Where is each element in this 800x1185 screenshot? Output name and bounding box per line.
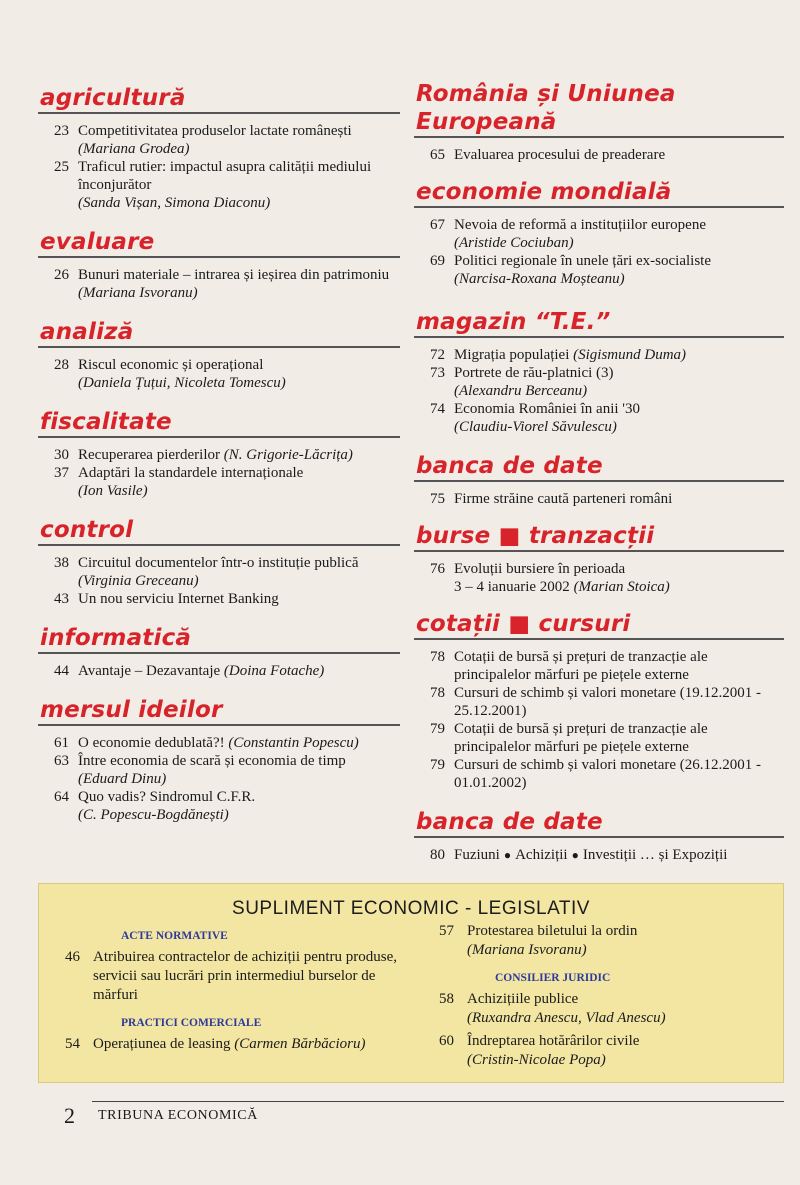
entry-text xyxy=(78,356,400,392)
supplement-subheading: ACTE NORMATIVE xyxy=(121,930,228,942)
entry-title: Cotații de bursă și prețuri de tranzacție ale principalelor mărfuri pe piețele externe xyxy=(454,721,708,755)
page-ref: 79 xyxy=(430,757,445,773)
section-heading: banca de date xyxy=(414,808,784,838)
entry-author: (Mariana Grodea) xyxy=(78,141,190,157)
section-entries xyxy=(38,114,400,222)
page-ref: 64 xyxy=(54,789,69,805)
toc-entry[interactable] xyxy=(430,252,784,288)
entry-title: Cursuri de schimb și valori monetare (19.12.2001 - 25.12.2001) xyxy=(454,685,762,719)
toc-entry[interactable] xyxy=(430,720,784,756)
toc-entry[interactable] xyxy=(439,1032,769,1070)
entry-text xyxy=(454,364,784,400)
page-ref: 65 xyxy=(430,147,445,163)
entry-text xyxy=(78,752,400,788)
entry-text xyxy=(78,554,400,590)
toc-entry[interactable] xyxy=(439,922,769,960)
toc-entry[interactable] xyxy=(65,948,415,1005)
bullet-separator: ● xyxy=(571,848,579,862)
page-ref: 76 xyxy=(430,561,445,577)
toc-section xyxy=(38,318,400,402)
supplement-group xyxy=(439,922,769,960)
entry-text xyxy=(78,446,400,464)
entry-author: (Sanda Vișan, Simona Diaconu) xyxy=(78,195,271,211)
section-heading: informatică xyxy=(38,624,400,654)
entry-text xyxy=(454,846,784,864)
entry-title: Portrete de rău-platnici (3) xyxy=(454,365,614,381)
toc-entry[interactable] xyxy=(430,400,784,436)
toc-section xyxy=(38,84,400,222)
section-entries xyxy=(38,438,400,510)
entry-title: Firme străine caută parteneri români xyxy=(454,491,673,507)
toc-section xyxy=(414,808,784,874)
entry-author: (Mariana Isvoranu) xyxy=(467,942,587,958)
section-entries xyxy=(38,546,400,618)
entry-text xyxy=(454,720,784,756)
entry-text xyxy=(93,948,415,1005)
section-entries xyxy=(414,208,784,298)
toc-section xyxy=(414,452,784,518)
section-heading: România și Uniunea Europeană xyxy=(414,80,784,138)
page-ref: 37 xyxy=(54,465,69,481)
toc-entry[interactable] xyxy=(54,122,400,158)
page-ref: 44 xyxy=(54,663,69,679)
entry-text xyxy=(78,734,400,752)
entry-title: Quo vadis? Sindromul C.F.R. xyxy=(78,789,256,805)
supplement-right-column xyxy=(439,922,769,1070)
entry-text xyxy=(467,922,769,960)
entry-author: (Aristide Cociuban) xyxy=(454,235,574,251)
entry-author: (C. Popescu-Bogdănești) xyxy=(78,807,229,823)
page-ref: 46 xyxy=(65,949,80,965)
entry-text xyxy=(454,346,784,364)
entry-title: Avantaje – Dezavantaje xyxy=(78,663,221,679)
entry-title: Nevoia de reformă a instituțiilor europene xyxy=(454,217,706,233)
entry-title: Evaluarea procesului de preaderare xyxy=(454,147,666,163)
section-heading: analiză xyxy=(38,318,400,348)
page-ref: 63 xyxy=(54,753,69,769)
page-ref: 78 xyxy=(430,649,445,665)
supplement-left-column xyxy=(65,930,415,1054)
entry-title: Riscul economic și operațional xyxy=(78,357,264,373)
page-ref: 38 xyxy=(54,555,69,571)
page-footer xyxy=(60,1101,784,1128)
toc-entry[interactable] xyxy=(430,216,784,252)
section-heading: agricultură xyxy=(38,84,400,114)
page-ref: 54 xyxy=(65,1036,80,1052)
entry-title: Îndreptarea hotărârilor civile xyxy=(467,1033,640,1049)
supplement-group xyxy=(65,930,415,1005)
entry-author: (Marian Stoica) xyxy=(573,579,670,595)
entry-text xyxy=(78,158,400,212)
entry-title: Economia României în anii '30 xyxy=(454,401,640,417)
entry-title: Cursuri de schimb și valori monetare (26.12.2001 - 01.01.2002) xyxy=(454,757,762,791)
toc-entry[interactable] xyxy=(54,734,400,752)
toc-entry[interactable] xyxy=(430,560,784,596)
section-heading: banca de date xyxy=(414,452,784,482)
page-number: 2 xyxy=(64,1103,75,1128)
entry-text xyxy=(454,146,784,164)
toc-entry[interactable] xyxy=(54,590,400,608)
page-ref: 60 xyxy=(439,1033,454,1049)
entry-title: Protestarea biletului la ordin xyxy=(467,923,638,939)
page-ref: 67 xyxy=(430,217,445,233)
page-ref: 25 xyxy=(54,159,69,175)
section-entries xyxy=(414,482,784,518)
entry-text xyxy=(467,1032,769,1070)
entry-title: Bunuri materiale – intrarea și ieșirea din patrimoniu xyxy=(78,267,390,283)
entry-author: (Carmen Bărbăcioru) xyxy=(234,1036,366,1052)
toc-entry[interactable] xyxy=(54,662,400,680)
entry-title: Achizițiile publice xyxy=(467,991,579,1007)
section-entries xyxy=(414,138,784,174)
entry-author: (Virginia Greceanu) xyxy=(78,573,199,589)
entry-title: Evoluții bursiere în perioada xyxy=(454,561,626,577)
toc-section xyxy=(414,178,784,298)
entry-text xyxy=(454,216,784,252)
toc-entry[interactable] xyxy=(54,752,400,788)
entry-text xyxy=(467,990,769,1028)
entry-title: Traficul rutier: impactul asupra calității mediului înconjurător xyxy=(78,159,372,193)
entry-title: O economie dedublată?! xyxy=(78,735,225,751)
entry-title-line2: 3 – 4 ianuarie 2002 xyxy=(454,579,570,595)
toc-entry[interactable] xyxy=(54,446,400,464)
entry-title: Adaptări la standardele internaționale xyxy=(78,465,304,481)
toc-entry[interactable] xyxy=(430,756,784,792)
toc-entry[interactable] xyxy=(430,846,784,864)
entry-title: Politici regionale în unele țări ex-socialiste xyxy=(454,253,711,269)
toc-section xyxy=(38,624,400,690)
entry-title: Recuperarea pierderilor xyxy=(78,447,220,463)
page-ref: 73 xyxy=(430,365,445,381)
supplement-subheading: CONSILIER JURIDIC xyxy=(495,972,611,984)
toc-section xyxy=(38,696,400,834)
entry-text xyxy=(78,788,400,824)
entry-author: (Eduard Dinu) xyxy=(78,771,167,787)
page-ref: 75 xyxy=(430,491,445,507)
entry-author: (Ruxandra Anescu, Vlad Anescu) xyxy=(467,1010,666,1026)
toc-section xyxy=(38,228,400,312)
entry-text xyxy=(454,490,784,508)
toc-entry[interactable] xyxy=(54,356,400,392)
entry-author: (Ion Vasile) xyxy=(78,483,148,499)
toc-section xyxy=(38,516,400,618)
entry-author: (Claudiu-Viorel Săvulescu) xyxy=(454,419,617,435)
section-entries xyxy=(414,838,784,874)
entry-text xyxy=(78,122,400,158)
entry-author: (N. Grigorie-Lăcrița) xyxy=(223,447,353,463)
section-entries xyxy=(414,552,784,606)
entry-item: Achiziții xyxy=(515,847,568,863)
section-entries xyxy=(38,654,400,690)
toc-entry[interactable] xyxy=(430,684,784,720)
toc-section xyxy=(414,522,784,606)
toc-entry[interactable] xyxy=(54,266,400,302)
toc-entry[interactable] xyxy=(439,990,769,1028)
supplement-title: SUPLIMENT ECONOMIC - LEGISLATIV xyxy=(232,898,590,919)
entry-text xyxy=(454,756,784,792)
entry-item: Fuziuni xyxy=(454,847,500,863)
supplement-box xyxy=(38,883,784,1083)
page-ref: 43 xyxy=(54,591,69,607)
page-ref: 72 xyxy=(430,347,445,363)
section-entries xyxy=(414,640,784,802)
toc-entry[interactable] xyxy=(65,1035,415,1054)
left-column xyxy=(38,84,400,834)
entry-title: Între economia de scară și economia de timp xyxy=(78,753,346,769)
entry-text xyxy=(78,266,400,302)
page-ref: 74 xyxy=(430,401,445,417)
entry-author: (Mariana Isvoranu) xyxy=(78,285,198,301)
entry-text xyxy=(78,590,400,608)
entry-text xyxy=(454,560,784,596)
page-ref: 58 xyxy=(439,991,454,1007)
section-heading: burse ■ tranzacții xyxy=(414,522,784,552)
toc-section xyxy=(414,308,784,446)
section-heading: economie mondială xyxy=(414,178,784,208)
entry-text xyxy=(454,684,784,720)
page-ref: 57 xyxy=(439,923,454,939)
toc-entry[interactable] xyxy=(430,490,784,508)
footer-rule xyxy=(92,1101,784,1102)
page-ref: 23 xyxy=(54,123,69,139)
toc-entry[interactable] xyxy=(54,554,400,590)
section-heading: evaluare xyxy=(38,228,400,258)
section-entries xyxy=(38,726,400,834)
entry-text xyxy=(454,252,784,288)
toc-entry[interactable] xyxy=(430,146,784,164)
toc-entry[interactable] xyxy=(54,788,400,824)
section-heading: cotații ■ cursuri xyxy=(414,610,784,640)
toc-section xyxy=(414,610,784,802)
entry-title: Competitivitatea produselor lactate românești xyxy=(78,123,352,139)
toc-section xyxy=(414,80,784,174)
right-column xyxy=(414,80,784,874)
toc-entry[interactable] xyxy=(430,364,784,400)
entry-text xyxy=(78,464,400,500)
page-ref: 28 xyxy=(54,357,69,373)
page-ref: 80 xyxy=(430,847,445,863)
section-heading: mersul ideilor xyxy=(38,696,400,726)
entry-title: Circuitul documentelor într-o instituție publică xyxy=(78,555,359,571)
entry-author: (Sigismund Duma) xyxy=(573,347,687,363)
magazine-name: TRIBUNA ECONOMICĂ xyxy=(98,1108,258,1123)
entry-text xyxy=(454,648,784,684)
toc-entry[interactable] xyxy=(430,346,784,364)
entry-author: (Cristin-Nicolae Popa) xyxy=(467,1052,606,1068)
entry-title: Operațiunea de leasing xyxy=(93,1036,231,1052)
section-heading: control xyxy=(38,516,400,546)
supplement-group xyxy=(65,1017,415,1054)
page-ref: 61 xyxy=(54,735,69,751)
section-entries xyxy=(38,348,400,402)
entry-title: Atribuirea contractelor de achiziții pentru produse, servicii sau lucrări prin intermediul burselor de mărfuri xyxy=(93,949,398,1003)
entry-text xyxy=(93,1035,415,1054)
entry-text xyxy=(454,400,784,436)
entry-author: (Narcisa-Roxana Moșteanu) xyxy=(454,271,625,287)
entry-title: Migrația populației xyxy=(454,347,570,363)
entry-title: Un nou serviciu Internet Banking xyxy=(78,591,279,607)
toc-entry[interactable] xyxy=(430,648,784,684)
page-ref: 79 xyxy=(430,721,445,737)
toc-entry[interactable] xyxy=(54,464,400,500)
toc-entry[interactable] xyxy=(54,158,400,212)
entry-title: Cotații de bursă și prețuri de tranzacție ale principalelor mărfuri pe piețele externe xyxy=(454,649,708,683)
toc-section xyxy=(38,408,400,510)
bullet-separator: ● xyxy=(503,848,512,862)
page-ref: 30 xyxy=(54,447,69,463)
page-ref: 69 xyxy=(430,253,445,269)
entry-author: (Constantin Popescu) xyxy=(228,735,359,751)
entry-author: (Daniela Țuțui, Nicoleta Tomescu) xyxy=(78,375,286,391)
section-entries xyxy=(414,338,784,446)
section-heading: magazin “T.E.” xyxy=(414,308,784,338)
supplement-subheading: PRACTICI COMERCIALE xyxy=(121,1017,262,1029)
entry-author: (Doina Fotache) xyxy=(223,663,325,679)
page-ref: 78 xyxy=(430,685,445,701)
entry-item: Investiții … și Expoziții xyxy=(582,847,728,863)
supplement-group xyxy=(439,972,769,1070)
page-ref: 26 xyxy=(54,267,69,283)
section-heading: fiscalitate xyxy=(38,408,400,438)
entry-author: (Alexandru Berceanu) xyxy=(454,383,588,399)
entry-text xyxy=(78,662,400,680)
section-entries xyxy=(38,258,400,312)
